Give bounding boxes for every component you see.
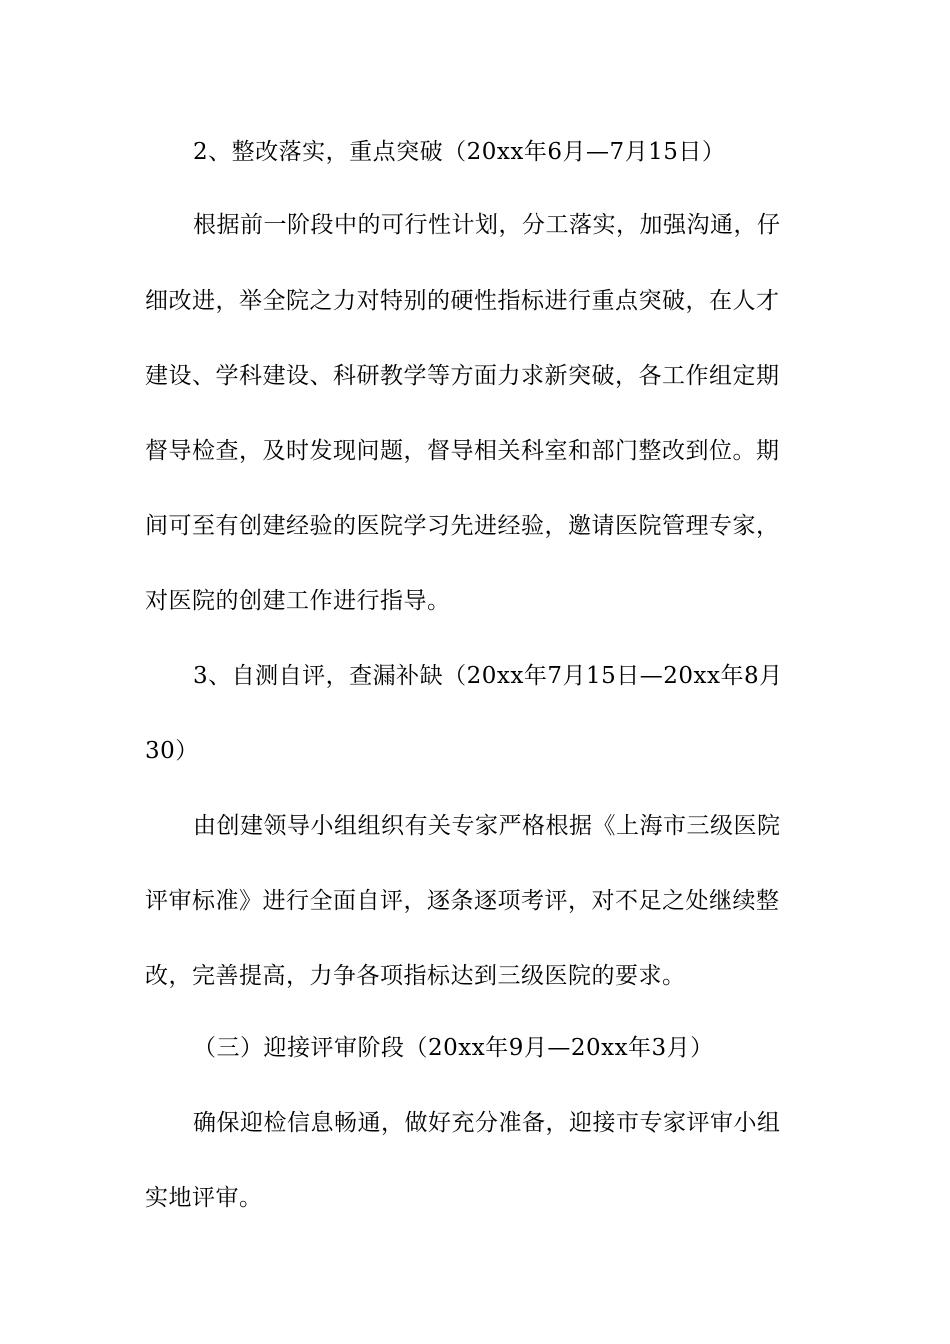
paragraph-line: 根据前一阶段中的可行性计划，分工落实，加强沟通，仔 <box>193 212 781 238</box>
section-heading-2: 2、整改落实，重点突破（20xx年6月—7月15日） <box>193 139 726 165</box>
paragraph-line: 细改进，举全院之力对特别的硬性指标进行重点突破，在人才 <box>145 288 780 314</box>
paragraph-line: 建设、学科建设、科研教学等方面力求新突破，各工作组定期 <box>145 363 780 389</box>
section-heading-stage-3: （三）迎接评审阶段（20xx年9月—20xx年3月） <box>193 1035 714 1061</box>
paragraph-line: 评审标准》进行全面自评，逐条逐项考评，对不足之处继续整 <box>145 888 780 914</box>
paragraph-line: 确保迎检信息畅通，做好充分准备，迎接市专家评审小组 <box>193 1110 781 1136</box>
paragraph-line: 改，完善提高，力争各项指标达到三级医院的要求。 <box>145 963 686 989</box>
paragraph-line: 实地评审。 <box>145 1185 263 1211</box>
paragraph-line: 督导检查，及时发现问题，督导相关科室和部门整改到位。期 <box>145 438 780 464</box>
section-heading-3: 3、自测自评，查漏补缺（20xx年7月15日—20xx年8月 <box>193 663 783 689</box>
paragraph-line: 由创建领导小组组织有关专家严格根据《上海市三级医院 <box>193 813 781 839</box>
paragraph-line: 间可至有创建经验的医院学习先进经验，邀请医院管理专家， <box>145 513 780 539</box>
paragraph-line: 对医院的创建工作进行指导。 <box>145 588 451 614</box>
section-heading-3-continued: 30） <box>145 738 199 764</box>
